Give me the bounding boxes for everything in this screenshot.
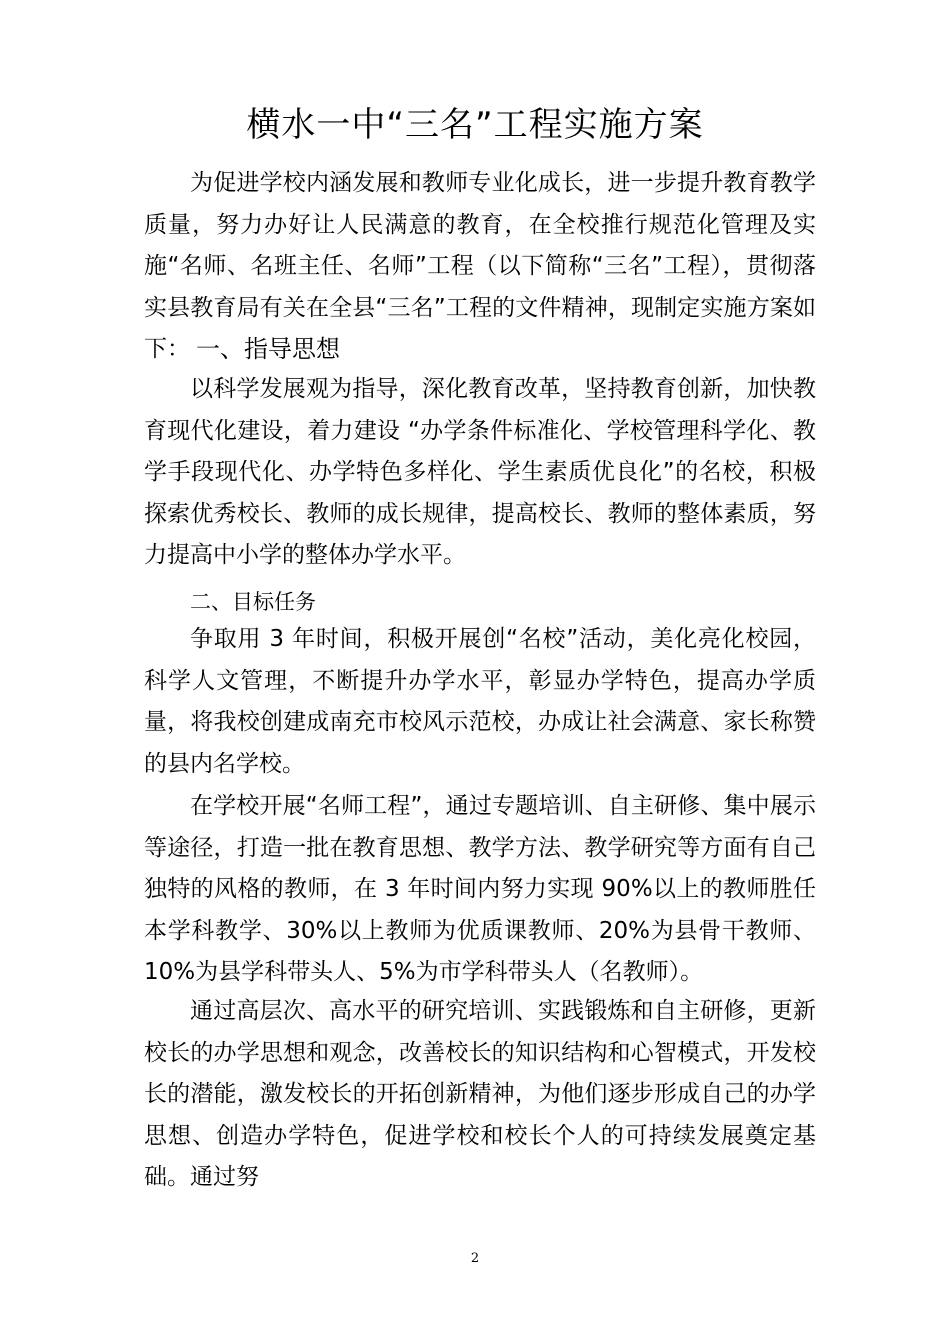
document-title: 横水一中“三名”工程实施方案 xyxy=(246,105,704,145)
goals-paragraph-school: 争取用 3 年时间，积极开展创“名校”活动，美化亮化校园，科学人文管理，不断提升办学水平，彰显办学特色，提高办学质量，将我校创建成南充市校风示范校，办成让社会满意、家长称赞的县内名学校。 xyxy=(144,626,816,777)
section-heading-guiding-ideology: 一、指导思想 xyxy=(196,335,340,363)
page-number: 2 xyxy=(470,1251,480,1266)
guiding-ideology-paragraph: 以科学发展观为指导，深化教育改革，坚持教育创新，加快教育现代化建设，着力建设 “办学条件标准化、学校管理科学化、教学手段现代化、办学特色多样化、学生素质优良化”的名校，积极探索优秀校长、教师的成长规律，提高校长、教师的整体素质，努力提高中小学的整体办学水平。 xyxy=(144,376,816,568)
goals-paragraph-teachers: 在学校开展“名师工程”，通过专题培训、自主研修、集中展示等途径，打造一批在教育思想、教学方法、教学研究等方面有自己独特的风格的教师，在 3 年时间内努力实现 90%以上的教师胜任本学科教学、30%以上教师为优质课教师、20%为县骨干教师、10%为县学科带头人、5%为市学科带头人（名教师）。 xyxy=(144,793,816,985)
goals-paragraph-principals: 通过高层次、高水平的研究培训、实践锻炼和自主研修，更新校长的办学思想和观念，改善校长的知识结构和心智模式，开发校长的潜能，激发校长的开拓创新精神，为他们逐步形成自己的办学思想、创造办学特色，促进学校和校长个人的可持续发展奠定基础。通过努 xyxy=(144,998,816,1190)
section-heading-goals-tasks: 二、目标任务 xyxy=(190,590,316,614)
intro-paragraph: 为促进学校内涵发展和教师专业化成长，进一步提升教育教学质量，努力办好让人民满意的教育，在全校推行规范化管理及实施“名师、名班主任、名师”工程（以下简称“三名”工程），贯彻落实县教育局有关在全县“三名”工程的文件精神，现制定实施方案如下： xyxy=(144,170,816,362)
